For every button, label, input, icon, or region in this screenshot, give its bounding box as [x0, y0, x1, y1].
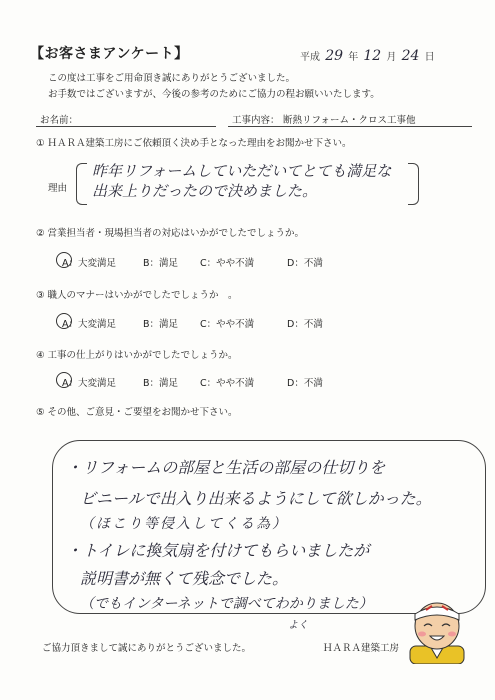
q2-option-d: D：不満	[287, 258, 323, 269]
reason-label: 理由	[48, 183, 68, 194]
question-3: ③ 職人のマナーはいかがでしたでしょうか 。	[36, 290, 238, 301]
name-underline	[36, 126, 216, 127]
question-2: ② 営業担当者・現場担当者の対応はいかがでしたでしょうか。	[36, 228, 305, 239]
date-month: 12	[363, 48, 382, 64]
date-era: 平成	[300, 52, 320, 63]
work-label: 工事内容：	[232, 115, 280, 126]
comment-line-2: ビニールで出入り出来るようにして欲しかった。	[80, 489, 432, 508]
question-1: ① ＨＡＲＡ建築工房にご依頼頂く決め手となった理由をお聞かせ下さい。	[36, 138, 352, 149]
name-label: お名前：	[40, 115, 79, 126]
reason-bracket-right	[408, 163, 419, 205]
q4-option-d: D：不満	[287, 378, 323, 389]
intro-line-2: お手数ではございますが、今後の参考のためにご協力の程お願いいたします。	[48, 89, 380, 100]
q3-option-a: A：大変満足	[62, 319, 116, 330]
date-field	[300, 48, 435, 64]
question-4: ④ 工事の仕上がりはいかがでしたでしょうか。	[36, 350, 238, 361]
q4-option-a: A：大変満足	[62, 378, 116, 389]
q2-option-a: A：大変満足	[62, 258, 116, 269]
comment-line-1: ・リフォームの部屋と生活の部屋の仕切りを	[66, 458, 386, 477]
q2-option-b: B：満足	[143, 258, 179, 269]
comment-line-4: ・トイレに換気扇を付けてもらいましたが	[66, 541, 370, 560]
q3-option-b: B：満足	[143, 319, 179, 330]
q2-selected-circle	[56, 252, 72, 268]
comment-line-6: （でもインターネットで調べてわかりました）	[80, 596, 373, 612]
q3-selected-circle	[56, 313, 72, 329]
comment-line-5: 説明書が無くて残念でした。	[80, 569, 289, 588]
q4-option-c: C：やや不満	[200, 378, 255, 389]
reason-bracket-left	[76, 163, 87, 205]
footer-thanks: ご協力頂きまして誠にありがとうございました。	[42, 643, 252, 654]
reason-answer-line-2: 出来上りだったので決めました。	[92, 182, 318, 200]
form-title: 【お客さまアンケート】	[30, 46, 189, 62]
comment-insert-note: よく	[288, 620, 308, 631]
date-day-unit: 日	[424, 52, 435, 63]
work-underline	[228, 126, 472, 127]
date-month-unit: 月	[386, 52, 397, 63]
mascot-carpenter-illustration	[402, 592, 472, 664]
intro-line-1: この度は工事をご用命頂き誠にありがとうございました。	[48, 73, 296, 84]
comment-line-3: （ほこり等侵入してくる為）	[80, 516, 288, 532]
date-day: 24	[401, 48, 420, 64]
q4-selected-circle	[56, 372, 72, 388]
q2-option-c: C：やや不満	[200, 258, 255, 269]
work-value: 断熱リフォーム・クロス工事他	[283, 115, 416, 126]
question-5: ⑤ その他、ご意見・ご要望をお聞かせ下さい。	[36, 407, 238, 418]
q4-option-b: B：満足	[143, 378, 179, 389]
company-name: ＨＡＲＡ建築工房	[323, 643, 400, 654]
date-year: 29	[325, 48, 344, 64]
q3-option-c: C：やや不満	[200, 319, 255, 330]
q3-option-d: D：不満	[287, 319, 323, 330]
date-year-unit: 年	[348, 52, 359, 63]
reason-answer-line-1: 昨年リフォームしていただいてとても満足な	[92, 162, 392, 180]
